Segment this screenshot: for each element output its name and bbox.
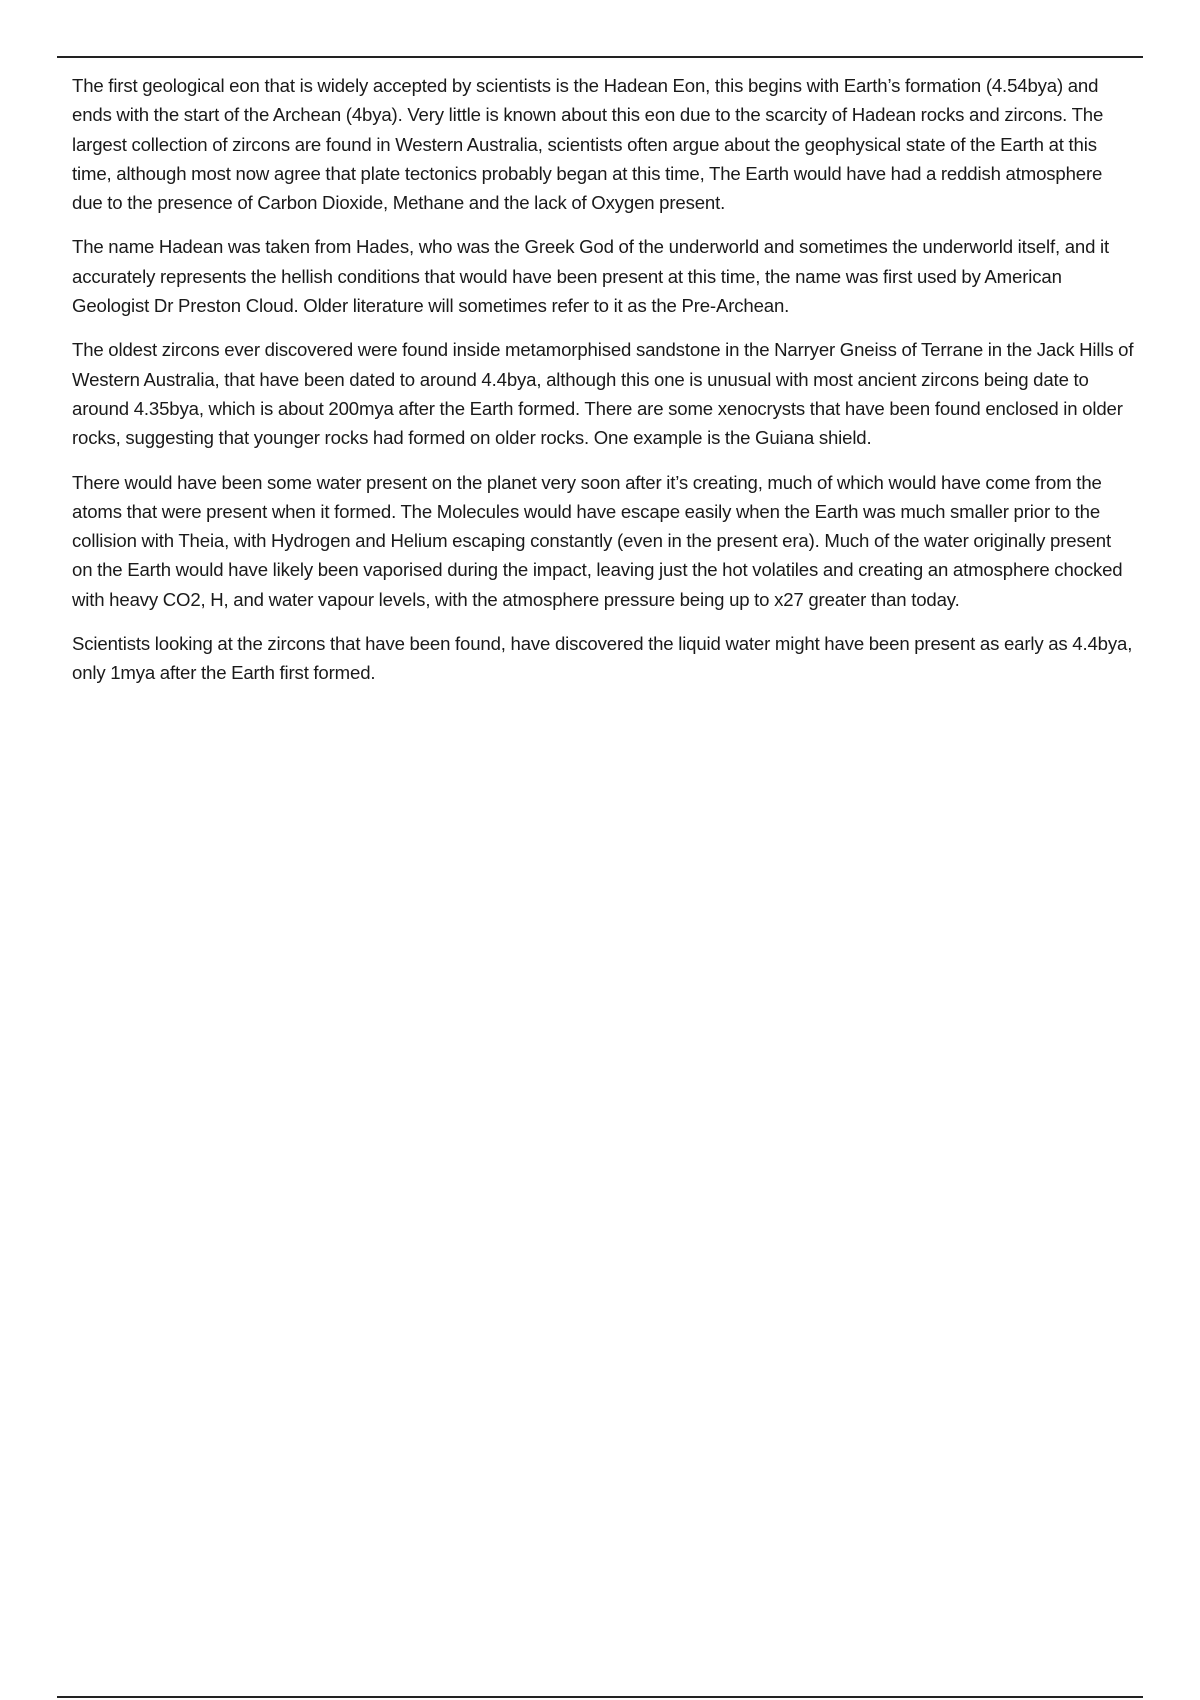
paragraph-liquid-water: Scientists looking at the zircons that have been found, have discovered the liquid water might have been present as early as 4.4bya, only 1mya after the Earth first formed. — [72, 633, 1133, 684]
paragraph-oldest-zircons: The oldest zircons ever discovered were found inside metamorphised sandstone in the Narryer Gneiss of Terrane in the Jack Hills of Western Australia, that have been dated to around 4.4bya, although this one is unusual with most ancient zircons being date to around 4.35bya, which is about 200mya after the Earth formed. There are some xenocrysts that have been found enclosed in older rocks, suggesting that younger rocks had formed on older rocks. One example is the Guiana shield. — [72, 339, 1134, 449]
paragraph-early-water: There would have been some water present on the planet very soon after it’s creating, much of which would have come from the atoms that were present when it formed. The Molecules would have escape easily when the Earth was much smaller prior to the collision with Theia, with Hydrogen and Helium escaping constantly (even in the present era). Much of the water originally present on the Earth would have likely been vaporised during the impact, leaving just the hot volatiles and creating an atmosphere chocked with heavy CO2, H, and water vapour levels, with the atmosphere pressure being up to x27 greater than today. — [72, 471, 1123, 610]
header-rule — [57, 56, 1143, 58]
paragraph-hadean-eon: The first geological eon that is widely accepted by scientists is the Hadean Eon, this begins with Earth’s formation (4.54bya) and ends with the start of the Archean (4bya). Very little is known about this eon due to the scarcity of Hadean rocks and zircons. The largest collection of zircons are found in Western Australia, scientists often argue about the geophysical state of the Earth at this time, although most now agree that plate tectonics probably began at this time, The Earth would have had a reddish atmosphere due to the presence of Carbon Dioxide, Methane and the lack of Oxygen present. — [72, 75, 1104, 214]
paragraph-name-origin: The name Hadean was taken from Hades, who was the Greek God of the underworld and sometimes the underworld itself, and it accurately represents the hellish conditions that would have been present at this time, the name was first used by American Geologist Dr Preston Cloud. Older literature will sometimes refer to it as the Pre-Archean. — [72, 236, 1109, 317]
footer-rule — [57, 1696, 1143, 1698]
document-body — [72, 71, 1134, 703]
